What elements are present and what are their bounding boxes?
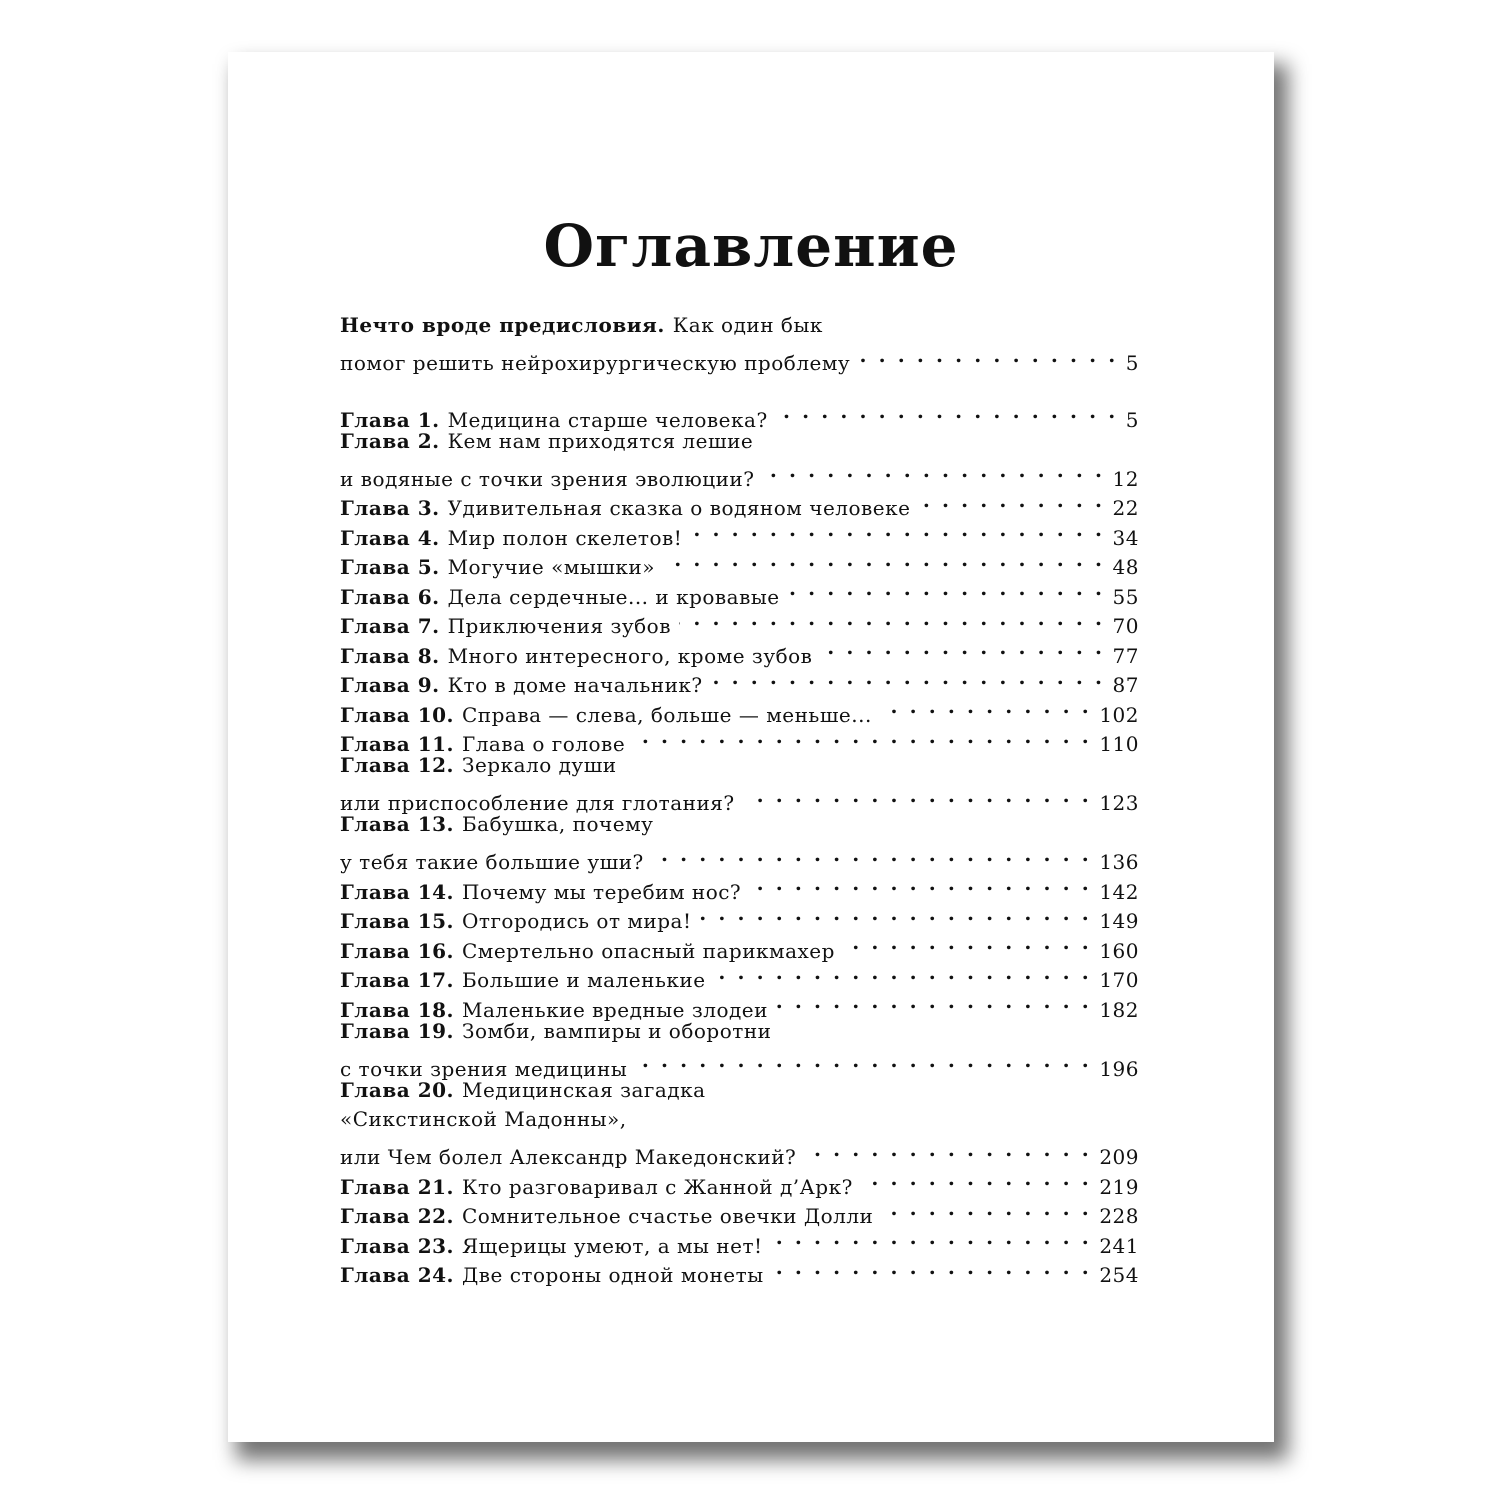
toc-page-number: 254 — [1099, 1263, 1139, 1287]
toc-entry-label: Глава 23. — [340, 1233, 454, 1258]
toc-entry-label: Глава 10. — [340, 702, 454, 727]
toc-page-number: 5 — [1125, 351, 1139, 375]
toc-page-number: 34 — [1112, 525, 1139, 550]
toc-entry-preface-line-1 — [340, 311, 1139, 341]
toc-entry-line — [340, 781, 1139, 815]
toc-entry-title: Отгородись от мира! — [461, 909, 692, 933]
toc-page-number: 123 — [1099, 791, 1139, 815]
toc-entry-line — [340, 751, 1139, 781]
toc-page-number: 136 — [1099, 850, 1139, 874]
table-of-contents — [340, 311, 1139, 1287]
toc-entry-title: с точки зрения медицины — [340, 1056, 628, 1081]
toc-page-number: 170 — [1099, 968, 1139, 992]
toc-entry-line — [340, 958, 1139, 992]
toc-entry-title: Две стороны одной монеты — [461, 1263, 764, 1287]
toc-page-number: 241 — [1099, 1233, 1139, 1258]
toc-entry-title: Дела сердечные... и кровавые — [447, 584, 780, 609]
toc-entry-label: Глава 19. — [340, 1018, 454, 1043]
dot-leader — [771, 1223, 1092, 1253]
dot-leader — [635, 1046, 1091, 1076]
toc-page-number: 5 — [1125, 407, 1139, 432]
toc-entry-line — [340, 1017, 1139, 1047]
toc-entry-title: Как один бык — [672, 313, 823, 337]
toc-entry-label: Нечто вроде предисловия. — [340, 313, 665, 337]
toc-entry-label: Глава 17. — [340, 968, 454, 992]
toc-entry-label: Глава 11. — [340, 732, 454, 756]
dot-leader — [918, 486, 1104, 516]
toc-entry-label: Глава 21. — [340, 1174, 454, 1199]
toc-entry-title: Глава о голове — [461, 732, 626, 756]
toc-entry-title: Кто разговаривал с Жанной д’Арк? — [461, 1174, 853, 1199]
toc-entry-line — [340, 722, 1139, 756]
toc-entry-title: Могучие «мышки» — [447, 555, 655, 579]
toc-entry-title: Медицина старше человека? — [447, 407, 768, 432]
dot-leader — [652, 840, 1092, 870]
toc-entry-title: помог решить нейрохирургическую проблему — [340, 351, 851, 375]
dot-leader — [749, 869, 1091, 899]
toc-entry-line — [340, 1135, 1139, 1169]
toc-entry-label: Глава 18. — [340, 997, 454, 1022]
dot-leader — [861, 1164, 1091, 1194]
dot-leader — [776, 397, 1118, 427]
toc-entry-title: Зомби, вампиры и оборотни — [461, 1018, 772, 1043]
toc-page-number: 102 — [1099, 702, 1139, 727]
dot-leader — [858, 341, 1118, 371]
toc-entry-label: Глава 12. — [340, 753, 454, 777]
toc-entry-line — [340, 1046, 1139, 1081]
toc-entry-label: Глава 13. — [340, 812, 454, 836]
toc-entry-title: «Сикстинской Мадонны», — [340, 1107, 627, 1131]
toc-entry-title: или Чем болел Александр Македонский? — [340, 1145, 797, 1169]
toc-entry-title: Ящерицы умеют, а мы нет! — [461, 1233, 763, 1258]
toc-entry-title: или приспособление для глотания? — [340, 791, 735, 815]
dot-leader — [679, 604, 1105, 634]
toc-page-number: 110 — [1099, 732, 1139, 756]
toc-page-number: 12 — [1112, 466, 1139, 491]
toc-entry-title: Зеркало души — [461, 753, 617, 777]
toc-entry-line — [340, 928, 1139, 963]
dot-leader — [880, 692, 1091, 722]
toc-entry-label: Глава 8. — [340, 643, 440, 668]
dot-leader — [633, 722, 1091, 752]
toc-page-number: 196 — [1099, 1056, 1139, 1081]
dot-leader — [843, 928, 1091, 958]
toc-entry-title: Справа — слева, больше — меньше... — [461, 702, 872, 727]
toc-entry-title: Много интересного, кроме зубов — [447, 643, 813, 668]
dot-leader — [776, 987, 1091, 1017]
book-page — [228, 52, 1274, 1442]
dot-leader — [690, 515, 1104, 545]
toc-entry-label: Глава 16. — [340, 938, 454, 963]
toc-page-number: 182 — [1099, 997, 1139, 1022]
toc-entry-label: Глава 6. — [340, 584, 440, 609]
toc-entry-line — [340, 840, 1139, 874]
toc-entry-title: Кем нам приходятся лешие — [447, 428, 754, 453]
toc-entry-title: Смертельно опасный парикмахер — [461, 938, 835, 963]
toc-entry-label: Глава 2. — [340, 428, 440, 453]
toc-entry-title: Мир полон скелетов! — [447, 525, 683, 550]
toc-entry-label: Глава 24. — [340, 1263, 454, 1287]
toc-page-number: 160 — [1099, 938, 1139, 963]
toc-entry-label: Глава 1. — [340, 407, 440, 432]
toc-entry-title: Сомнительное счастье овечки Долли — [461, 1204, 874, 1228]
toc-entry-line — [340, 899, 1139, 933]
toc-entry-line — [340, 456, 1139, 491]
dot-leader — [820, 633, 1104, 663]
toc-page-number: 87 — [1112, 673, 1139, 697]
dot-leader — [663, 545, 1105, 575]
toc-entry-label: Глава 9. — [340, 673, 440, 697]
toc-entry-line — [340, 987, 1139, 1022]
dot-leader — [772, 1253, 1092, 1283]
toc-entry-preface-line-2 — [340, 341, 1139, 375]
toc-entry-line — [340, 1105, 1139, 1135]
toc-entry-label: Глава 20. — [340, 1077, 454, 1102]
toc-entry-line — [340, 397, 1139, 432]
toc-entry-label: Глава 14. — [340, 879, 454, 904]
toc-page-number: 149 — [1099, 909, 1139, 933]
toc-page-number: 228 — [1099, 1204, 1139, 1228]
toc-page-number: 77 — [1112, 643, 1139, 668]
toc-page-number: 209 — [1099, 1145, 1139, 1169]
toc-entry-label: Глава 15. — [340, 909, 454, 933]
toc-entry-title: и водяные с точки зрения эволюции? — [340, 466, 755, 491]
dot-leader — [700, 899, 1092, 929]
toc-page-number: 48 — [1112, 555, 1139, 579]
dot-leader — [804, 1135, 1091, 1165]
dot-leader — [711, 663, 1105, 693]
dot-leader — [788, 574, 1105, 604]
toc-entry-title: Удивительная сказка о водяном человеке — [447, 496, 911, 520]
toc-entry-label: Глава 5. — [340, 555, 440, 579]
toc-entry-label: Глава 22. — [340, 1204, 454, 1228]
toc-entry-title: Большие и маленькие — [461, 968, 706, 992]
toc-page-number: 219 — [1099, 1174, 1139, 1199]
toc-entry-title: Кто в доме начальник? — [447, 673, 703, 697]
page-title: Оглавление — [543, 212, 959, 280]
toc-page-number: 142 — [1099, 879, 1139, 904]
dot-leader — [881, 1194, 1091, 1224]
toc-entry-label: Глава 4. — [340, 525, 440, 550]
toc-entry-label: Глава 7. — [340, 614, 440, 638]
dot-leader — [714, 958, 1092, 988]
toc-entry-title: Медицинская загадка — [461, 1077, 706, 1102]
toc-entry-title: Почему мы теребим нос? — [461, 879, 742, 904]
toc-entry-title: у тебя такие большие уши? — [340, 850, 644, 874]
toc-page-number: 22 — [1112, 496, 1139, 520]
toc-entry-title: Приключения зубов — [447, 614, 671, 638]
toc-page-number: 70 — [1112, 614, 1139, 638]
chapter-list — [340, 397, 1139, 1287]
toc-page-number: 55 — [1112, 584, 1139, 609]
dot-leader — [743, 781, 1092, 811]
toc-entry-title: Бабушка, почему — [461, 812, 654, 836]
toc-entry-title: Маленькие вредные злодеи — [461, 997, 768, 1022]
toc-entry-label: Глава 3. — [340, 496, 440, 520]
toc-entry-line — [340, 427, 1139, 457]
dot-leader — [762, 456, 1104, 486]
